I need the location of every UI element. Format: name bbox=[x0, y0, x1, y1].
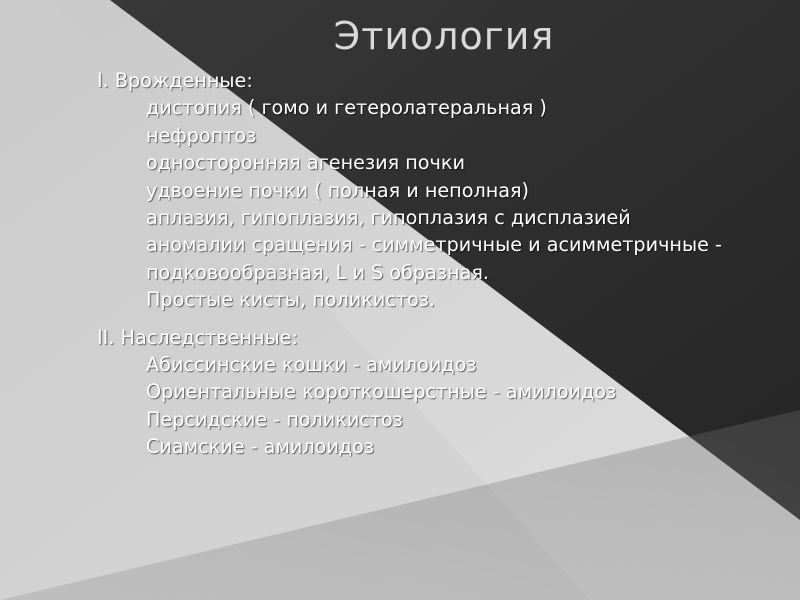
list-item: односторонняя агенезия почки bbox=[146, 151, 465, 175]
list-item: нефроптоз bbox=[146, 123, 257, 147]
list-item: Ориентальные короткошерстные - амилоидоз bbox=[146, 380, 617, 404]
section-heading-hereditary: II. Наследственные: bbox=[97, 325, 298, 349]
list-item: Простые кисты, поликистоз. bbox=[146, 288, 436, 312]
list-item: дистопия ( гомо и гетеролатеральная ) bbox=[146, 96, 547, 120]
list-item: аномалии сращения - симметричные и асимметричные - подковообразная, L и S образная. bbox=[146, 233, 722, 284]
list-item: Абиссинские кошки - амилоидоз bbox=[146, 353, 477, 377]
slide-content bbox=[97, 67, 737, 461]
section-heading-congenital: I. Врожденные: bbox=[97, 69, 253, 92]
list-item: Персидские - поликистоз bbox=[146, 407, 403, 431]
list-item: аплазия, гипоплазия, гипоплазия с дисплазией bbox=[146, 206, 631, 230]
slide-title: Этиология bbox=[333, 14, 555, 58]
list-item: удвоение почки ( полная и неполная) bbox=[146, 178, 530, 202]
list-item: Сиамские - амилоидоз bbox=[146, 435, 375, 459]
